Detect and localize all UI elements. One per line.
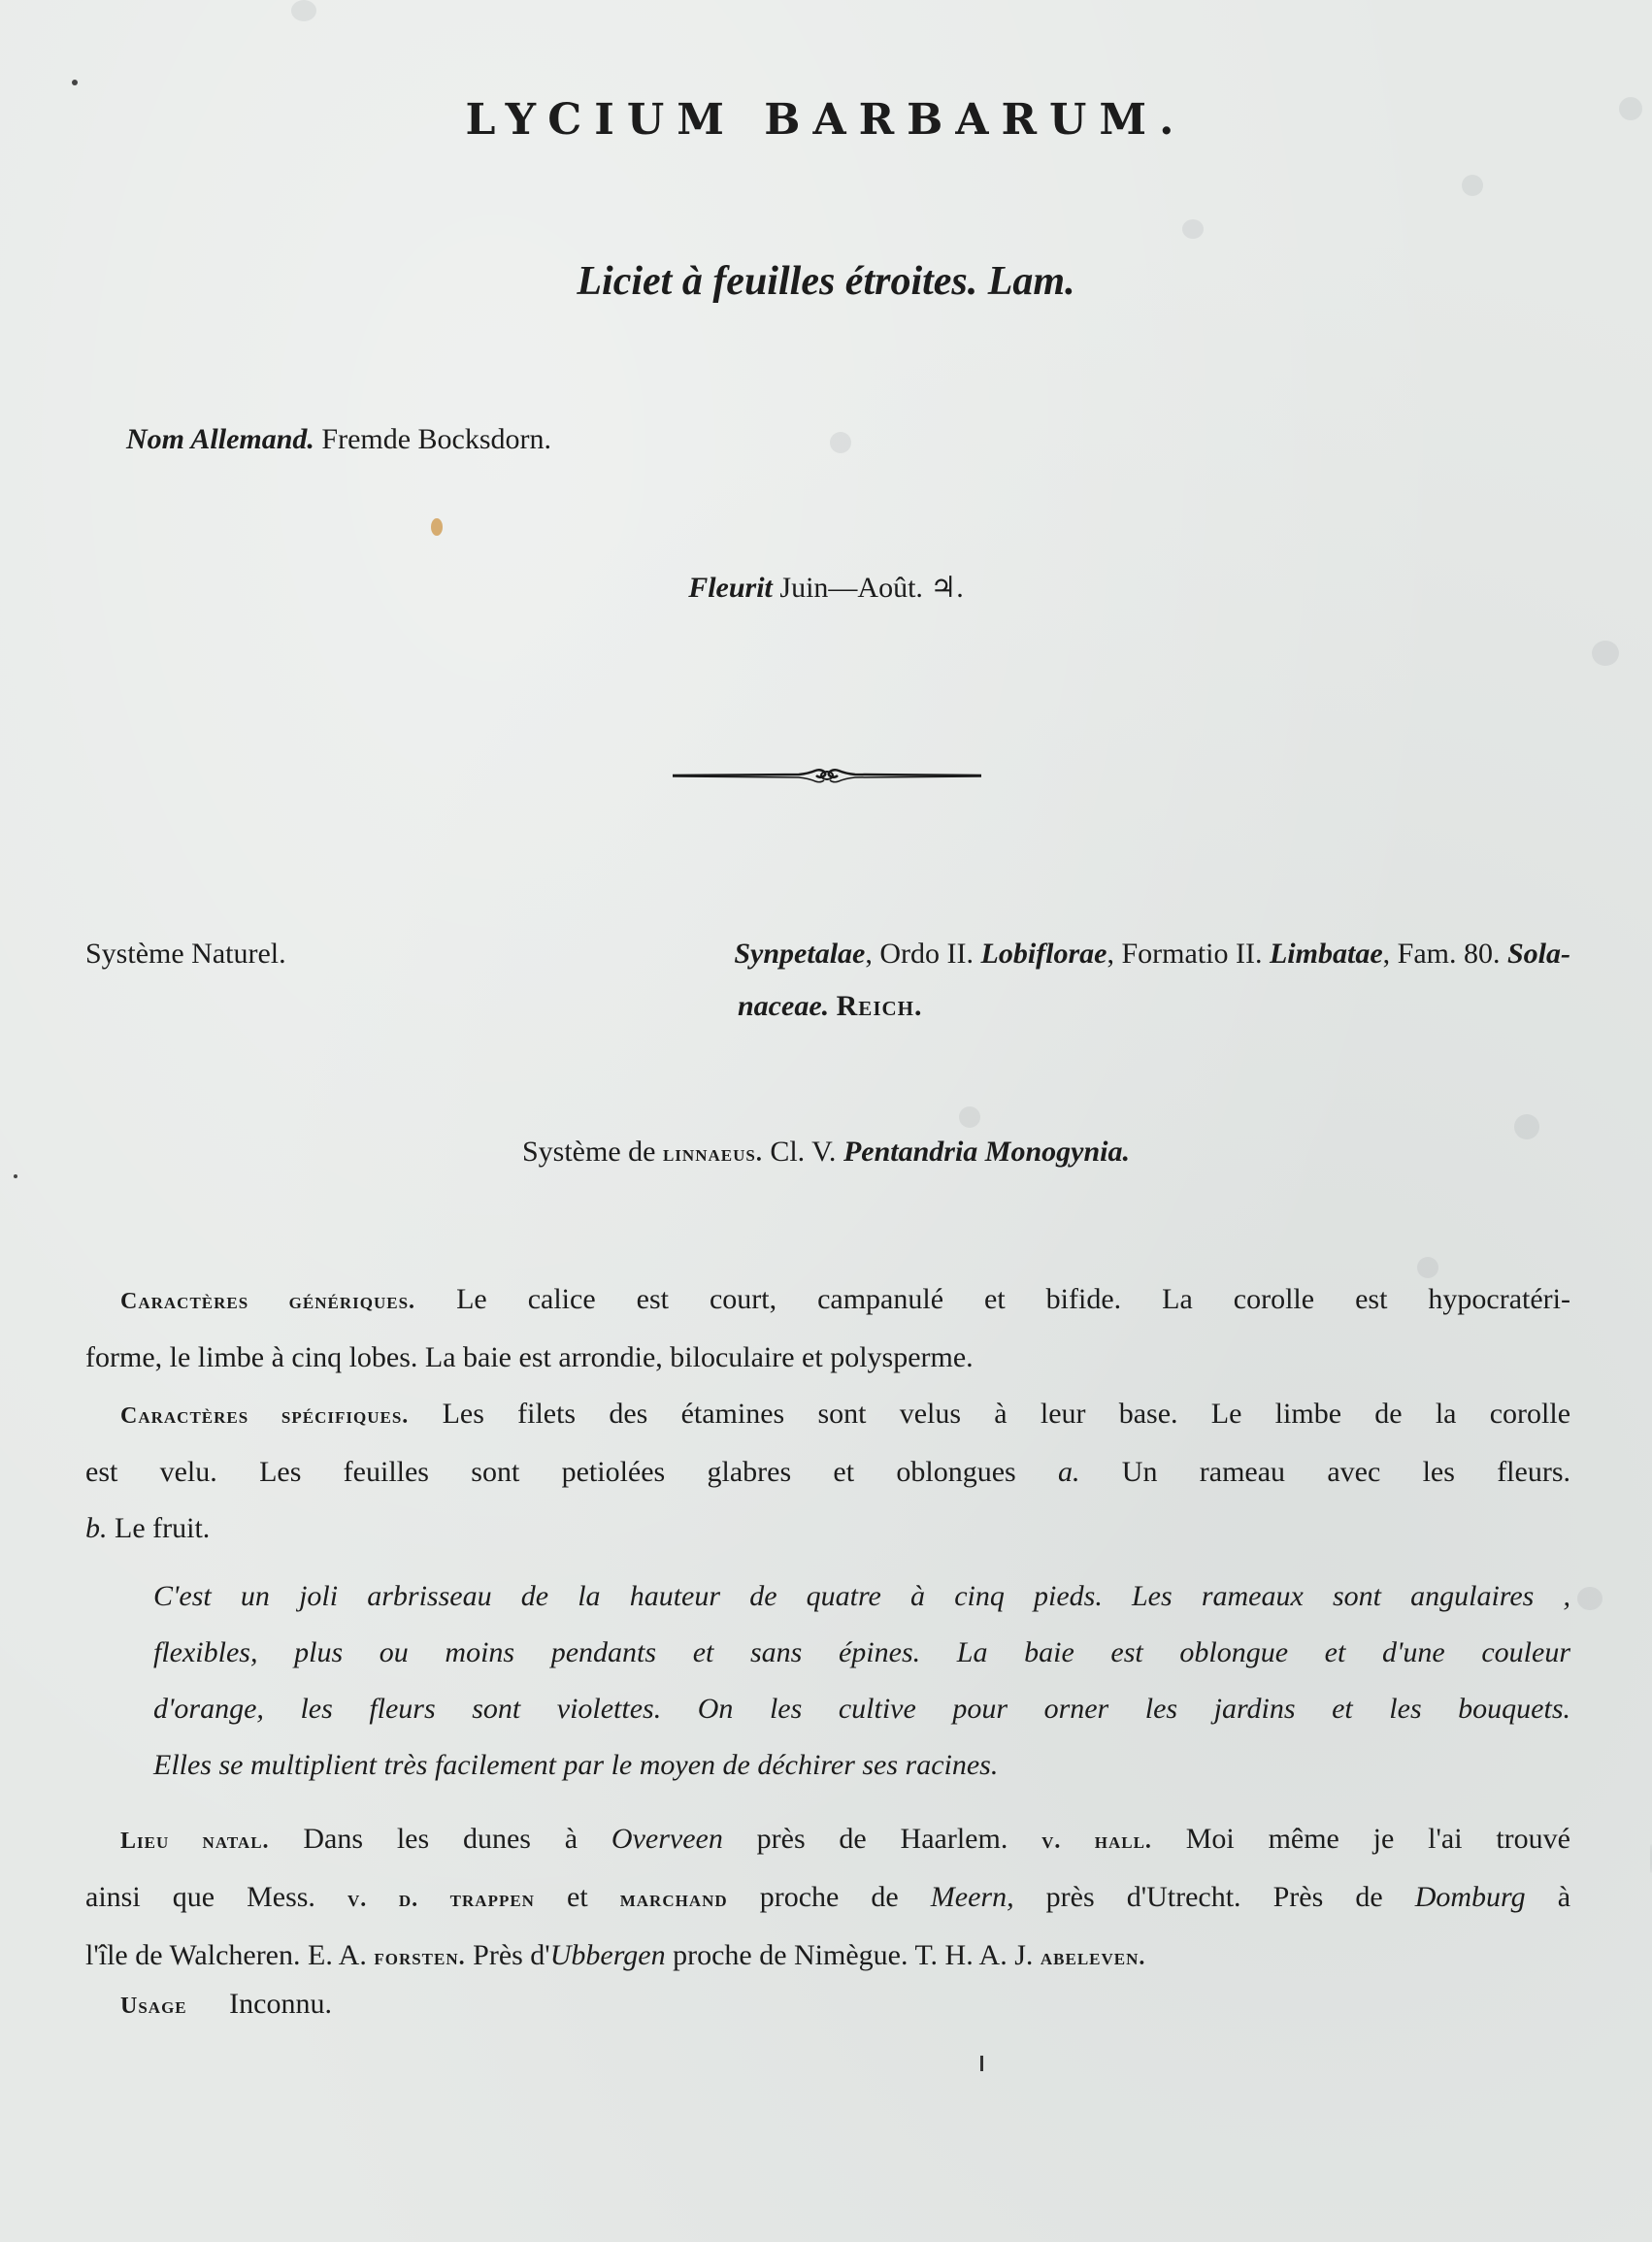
ornamental-divider (673, 761, 981, 790)
linnaean-system-line (0, 1136, 1652, 1169)
flowering-label: Fleurit (688, 572, 773, 604)
natural-system-label: Système Naturel. (85, 938, 286, 970)
german-name-value: Fremde Bocksdorn. (321, 423, 552, 455)
native-place-text: l'île de Walcheren. E. A. (85, 1939, 367, 1971)
figure-letter-a: a. (1058, 1456, 1080, 1488)
paper-spot (830, 432, 851, 453)
native-place-label: Lieu natal. (120, 1829, 270, 1854)
native-place-text: près de Haarlem. (756, 1823, 1008, 1855)
description-block (153, 1568, 1570, 1794)
taxon-name: Limbatae (1269, 938, 1383, 970)
characters-block (85, 1271, 1570, 1557)
native-place-text: à (1557, 1881, 1571, 1913)
specific-characters-line2 (85, 1444, 1570, 1500)
specific-characters-label: Caractères spécifiques. (120, 1403, 410, 1429)
taxon-rank: , Formatio II. (1107, 938, 1270, 970)
native-place-text: près d'Utrecht. Près de (1045, 1881, 1383, 1913)
generic-characters-text2: forme, le limbe à cinq lobes. La baie est arrondie, biloculaire et polysperme. (85, 1341, 974, 1373)
taxon-rank: , Ordo II. (865, 938, 981, 970)
specific-characters-text3: Un rameau avec les fleurs. (1121, 1456, 1570, 1488)
natural-system-author: Reich. (836, 990, 923, 1022)
place-name: Meern, (930, 1881, 1014, 1913)
paper-spot (959, 1106, 980, 1128)
description-line: d'orange, les fleurs sont violettes. On les cultive pour orner les jardins et les bouquets. (153, 1693, 1570, 1725)
native-place-line3 (85, 1928, 1570, 1986)
native-place-line1 (85, 1811, 1570, 1869)
collector-name: v. hall. (1041, 1829, 1152, 1854)
natural-system-family: naceae. (738, 990, 830, 1022)
generic-characters-text1: Le calice est court, campanulé et bifide. La corolle est hypocratéri- (456, 1283, 1570, 1315)
german-name-label: Nom Allemand. (126, 423, 314, 455)
collector-name: v. d. trappen (347, 1887, 535, 1912)
paper-speck (14, 1174, 17, 1178)
specific-characters-text4: Le fruit. (115, 1512, 211, 1544)
taxon-rank: , Fam. 80. (1382, 938, 1507, 970)
natural-system-line2 (738, 990, 923, 1023)
figure-letter-b: b. (85, 1512, 108, 1544)
paper-spot (1592, 641, 1619, 666)
linnaean-class-name: Pentandria Monogynia. (843, 1136, 1130, 1168)
specific-characters-text1: Les filets des étamines sont velus à leur base. Le limbe de la corolle (442, 1398, 1571, 1430)
usage-line (120, 1988, 332, 2021)
native-place-text: proche de Nimègue. T. H. A. J. (673, 1939, 1034, 1971)
native-place-text: ainsi que Mess. (85, 1881, 315, 1913)
paper-spot (1182, 219, 1204, 239)
description-line: C'est un joli arbrisseau de la hauteur de quatre à cinq pieds. Les rameaux sont angulaires , (153, 1580, 1570, 1612)
flowering-value: Juin—Août. ♃. (779, 572, 964, 604)
generic-characters-label: Caractères génériques. (120, 1289, 416, 1314)
place-name: Domburg (1414, 1881, 1526, 1913)
flowering-line (0, 571, 1652, 605)
taxon-name: Synpetalae (734, 938, 866, 970)
collector-name: marchand (619, 1887, 728, 1912)
page-title: LYCIUM BARBARUM. (465, 95, 1187, 145)
native-place-text: Dans les dunes à (303, 1823, 578, 1855)
generic-characters-line2 (85, 1330, 1570, 1386)
native-place-text: Près d' (473, 1939, 550, 1971)
usage-value: Inconnu. (229, 1988, 332, 2020)
linnaean-prefix: Système de (521, 1136, 656, 1168)
specific-characters-text2: est velu. Les feuilles sont petiolées glabres et oblongues (85, 1456, 1016, 1488)
taxon-name: Lobiflorae (980, 938, 1107, 970)
natural-system-line1 (85, 938, 1570, 971)
native-place-line2 (85, 1869, 1570, 1928)
native-place-text: et (567, 1881, 588, 1913)
place-name: Overveen (611, 1823, 723, 1855)
collector-name: abeleven. (1040, 1945, 1146, 1970)
native-place-text: proche de (759, 1881, 899, 1913)
rust-stain (431, 518, 443, 536)
german-name-line (126, 423, 551, 456)
page-mark (980, 2056, 983, 2071)
description-line: Elles se multiplient très facilement par le moyen de déchirer ses racines. (153, 1749, 999, 1781)
paper-spot (1577, 1587, 1602, 1610)
paper-spot (291, 0, 316, 21)
linnaean-class: Cl. V. (770, 1136, 837, 1168)
generic-characters-line1 (85, 1271, 1570, 1330)
description-line: flexibles, plus ou moins pendants et sans épines. La baie est oblongue et d'une couleur (153, 1636, 1570, 1668)
usage-label: Usage (120, 1994, 187, 2019)
taxon-name: Sola- (1506, 938, 1570, 970)
place-name: Ubbergen (549, 1939, 666, 1971)
specific-characters-line1 (85, 1386, 1570, 1444)
paper-spot (1462, 175, 1483, 196)
specific-characters-line3 (85, 1500, 1570, 1557)
native-place-text: Moi même je l'ai trouvé (1185, 1823, 1570, 1855)
collector-name: forsten. (374, 1945, 466, 1970)
native-place-block (85, 1811, 1570, 1986)
paper-speck (72, 80, 78, 85)
french-name: Liciet à feuilles étroites. Lam. (577, 259, 1075, 304)
linnaean-author: linnaeus. (662, 1141, 763, 1167)
natural-system-classification (734, 938, 1570, 971)
